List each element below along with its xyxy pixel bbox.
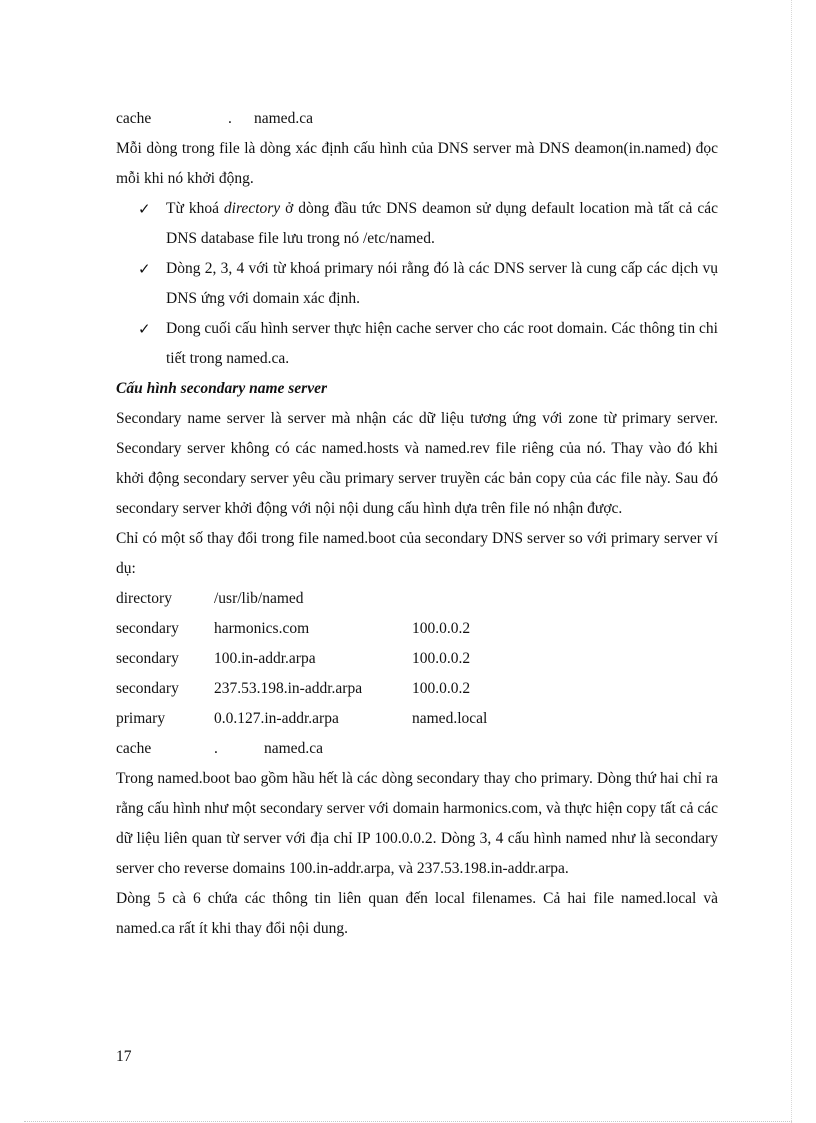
- check-text-after: ở dòng đầu tức DNS deamon sử dụng default location mà tất cả các DNS database file lưu trong nó /etc/named.: [166, 200, 719, 247]
- config-keyword: secondary: [116, 680, 179, 697]
- config-listing: [116, 584, 718, 764]
- config-keyword: cache: [116, 740, 152, 757]
- checkmark-icon: ✓: [138, 200, 151, 218]
- check-item-directory: [116, 194, 718, 254]
- secondary-paragraph: Secondary name server là server mà nhận các dữ liệu tương ứng với zone từ primary server. Secondary server không có các named.hosts và named.rev file riêng của nó. Thay vào đó khi khởi động secondary server yêu cầu primary server truyền các bản copy của các file này. Sau đó secondary server khởi động với nội nội dung cấu hình dựa trên file nó nhận được.: [116, 410, 718, 517]
- config-value: 100.0.0.2: [412, 620, 471, 637]
- local-files-paragraph: Dòng 5 cà 6 chứa các thông tin liên quan đến local filenames. Cả hai file named.local và named.ca rất ít khi thay đổi nội dung.: [116, 890, 718, 937]
- document-body: [116, 104, 718, 944]
- config-value: 100.0.0.2: [412, 650, 471, 667]
- config-file: named.ca: [254, 110, 313, 127]
- config-domain: 237.53.198.in-addr.arpa: [214, 680, 363, 697]
- config-domain: harmonics.com: [214, 620, 310, 637]
- margin-guide: [791, 0, 792, 1123]
- config-value: 100.0.0.2: [412, 680, 471, 697]
- config-file: named.ca: [264, 740, 323, 757]
- config-line: [116, 674, 718, 704]
- changes-paragraph: Chỉ có một số thay đổi trong file named.boot của secondary DNS server so với primary server ví dụ:: [116, 530, 718, 577]
- config-line-cache: [116, 734, 718, 764]
- config-value: named.local: [412, 710, 488, 727]
- config-line: [116, 614, 718, 644]
- check-item-primary: [116, 254, 718, 314]
- checkmark-icon: ✓: [138, 320, 151, 338]
- config-keyword: directory: [116, 590, 172, 607]
- config-domain: 0.0.127.in-addr.arpa: [214, 710, 339, 727]
- config-line: [116, 704, 718, 734]
- check-text: Dòng 2, 3, 4 với từ khoá primary nói rằng đó là các DNS server là cung cấp các dịch vụ DNS ứng với domain xác định.: [166, 260, 718, 307]
- config-domain: .: [228, 110, 232, 127]
- page-bottom-border: [24, 1121, 792, 1122]
- config-keyword: secondary: [116, 650, 179, 667]
- section-heading: Cấu hình secondary name server: [116, 380, 327, 397]
- config-keyword: secondary: [116, 620, 179, 637]
- config-domain: /usr/lib/named: [214, 590, 304, 607]
- config-line-cache-top: [116, 104, 718, 134]
- config-keyword: cache: [116, 110, 152, 127]
- config-keyword: primary: [116, 710, 166, 727]
- check-text: Dong cuối cấu hình server thực hiện cache server cho các root domain. Các thông tin chi tiết trong named.ca.: [166, 320, 718, 367]
- intro-paragraph: Mỗi dòng trong file là dòng xác định cấu hình của DNS server mà DNS deamon(in.named) đọc mỗi khi nó khởi động.: [116, 140, 718, 187]
- config-line: [116, 584, 718, 614]
- page-number: 17: [116, 1048, 132, 1065]
- check-item-cache: [116, 314, 718, 374]
- checkmark-icon: ✓: [138, 260, 151, 278]
- explanation-paragraph: Trong named.boot bao gồm hầu hết là các dòng secondary thay cho primary. Dòng thứ hai chỉ ra rằng cấu hình như một secondary server với domain harmonics.com, và thực hiện copy tất cả các dữ liệu liên quan từ server với địa chỉ IP 100.0.0.2. Dòng 3, 4 cấu hình named như là secondary server cho reverse domains 100.in-addr.arpa, và 237.53.198.in-addr.arpa.: [116, 770, 718, 877]
- config-domain: 100.in-addr.arpa: [214, 650, 316, 667]
- config-domain: .: [214, 740, 218, 757]
- check-text-emphasis: directory: [223, 200, 281, 217]
- check-text-before: Từ khoá: [166, 200, 224, 217]
- config-line: [116, 644, 718, 674]
